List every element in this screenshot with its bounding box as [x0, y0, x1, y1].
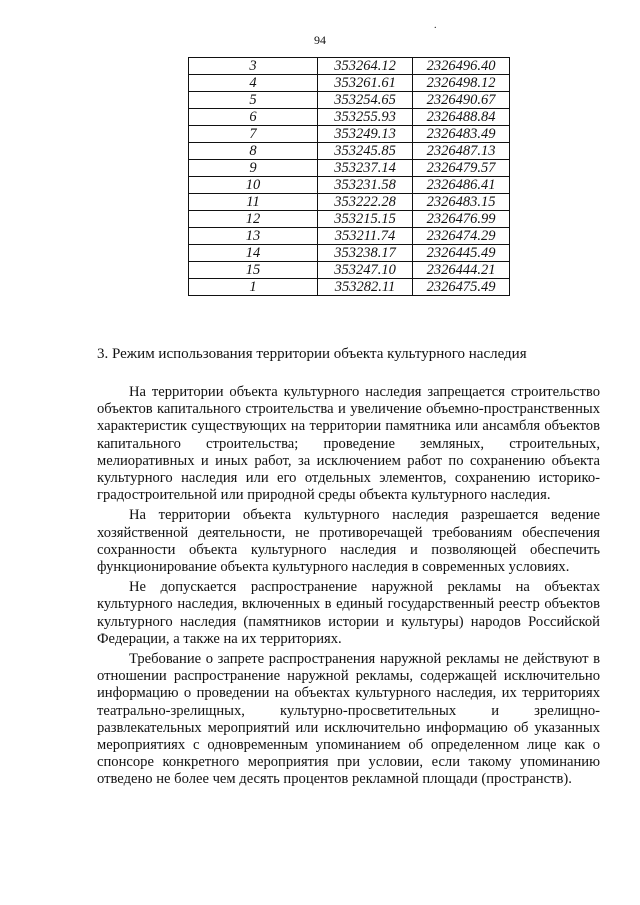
x-coordinate-cell: 353222.28	[318, 194, 413, 211]
y-coordinate-cell: 2326475.49	[413, 279, 510, 296]
paragraph: На территории объекта культурного наследия разрешается ведение хозяйственной деятельности, не противоречащей требованиям обеспечения сохранности объекта культурного наследия и позволяющей обеспечить функционирование объекта культурного наследия в современных условиях.	[97, 507, 600, 576]
point-number-cell: 5	[189, 92, 318, 109]
point-number-cell: 4	[189, 75, 318, 92]
point-number-cell: 8	[189, 143, 318, 160]
scan-mark: .	[434, 20, 437, 31]
point-number-cell: 14	[189, 245, 318, 262]
section-body	[97, 384, 600, 792]
table-row	[189, 228, 510, 245]
point-number-cell: 9	[189, 160, 318, 177]
y-coordinate-cell: 2326488.84	[413, 109, 510, 126]
table-row	[189, 126, 510, 143]
point-number-cell: 11	[189, 194, 318, 211]
x-coordinate-cell: 353264.12	[318, 58, 413, 75]
table-row	[189, 262, 510, 279]
table-row	[189, 109, 510, 126]
table-row	[189, 194, 510, 211]
table-row	[189, 92, 510, 109]
page-number: 94	[314, 33, 326, 47]
point-number-cell: 1	[189, 279, 318, 296]
x-coordinate-cell: 353255.93	[318, 109, 413, 126]
point-number-cell: 6	[189, 109, 318, 126]
x-coordinate-cell: 353247.10	[318, 262, 413, 279]
x-coordinate-cell: 353282.11	[318, 279, 413, 296]
y-coordinate-cell: 2326479.57	[413, 160, 510, 177]
x-coordinate-cell: 353254.65	[318, 92, 413, 109]
x-coordinate-cell: 353245.85	[318, 143, 413, 160]
table-row	[189, 245, 510, 262]
table-row	[189, 143, 510, 160]
y-coordinate-cell: 2326498.12	[413, 75, 510, 92]
table-row	[189, 211, 510, 228]
paragraph: Требование о запрете распространения наружной рекламы не действуют в отношении распространение наружной рекламы, содержащей исключительно информацию о проведении на объектах культурного наследия, их территориях театрально-зрелищных, культурно-просветительных и зрелищно-развлекательных мероприятий или исключительно информацию об указанных мероприятиях с одновременным упоминанием об определенном лице как о спонсоре конкретного мероприятия при условии, если такому упоминанию отведено не более чем десять процентов рекламной площади (пространств).	[97, 651, 600, 788]
table-row	[189, 58, 510, 75]
x-coordinate-cell: 353237.14	[318, 160, 413, 177]
section-heading: 3. Режим использования территории объекта культурного наследия	[97, 346, 527, 362]
y-coordinate-cell: 2326444.21	[413, 262, 510, 279]
paragraph: Не допускается распространение наружной рекламы на объектах культурного наследия, включенных в единый государственный реестр объектов культурного наследия (памятников истории и культуры) народов Российской Федерации, а также на их территориях.	[97, 579, 600, 647]
table-row	[189, 177, 510, 194]
point-number-cell: 3	[189, 58, 318, 75]
coordinates-table-body	[189, 58, 510, 296]
point-number-cell: 10	[189, 177, 318, 194]
y-coordinate-cell: 2326490.67	[413, 92, 510, 109]
y-coordinate-cell: 2326486.41	[413, 177, 510, 194]
y-coordinate-cell: 2326483.15	[413, 194, 510, 211]
y-coordinate-cell: 2326487.13	[413, 143, 510, 160]
point-number-cell: 7	[189, 126, 318, 143]
point-number-cell: 12	[189, 211, 318, 228]
table-row	[189, 160, 510, 177]
coordinates-table	[188, 57, 510, 296]
y-coordinate-cell: 2326476.99	[413, 211, 510, 228]
table-row	[189, 75, 510, 92]
point-number-cell: 15	[189, 262, 318, 279]
x-coordinate-cell: 353261.61	[318, 75, 413, 92]
point-number-cell: 13	[189, 228, 318, 245]
paragraph: На территории объекта культурного наследия запрещается строительство объектов капитального строительства и увеличение объемно-пространственных характеристик существующих на территории памятника или ансамбля объектов капитального строительства; проведение земляных, строительных, мелиоративных и иных работ, за исключением работ по сохранению объекта культурного наследия или его отдельных элементов, сохранению историко-градостроительной или природной среды объекта культурного наследия.	[97, 384, 600, 504]
y-coordinate-cell: 2326445.49	[413, 245, 510, 262]
y-coordinate-cell: 2326474.29	[413, 228, 510, 245]
x-coordinate-cell: 353215.15	[318, 211, 413, 228]
y-coordinate-cell: 2326483.49	[413, 126, 510, 143]
x-coordinate-cell: 353249.13	[318, 126, 413, 143]
y-coordinate-cell: 2326496.40	[413, 58, 510, 75]
x-coordinate-cell: 353231.58	[318, 177, 413, 194]
table-row	[189, 279, 510, 296]
x-coordinate-cell: 353211.74	[318, 228, 413, 245]
x-coordinate-cell: 353238.17	[318, 245, 413, 262]
